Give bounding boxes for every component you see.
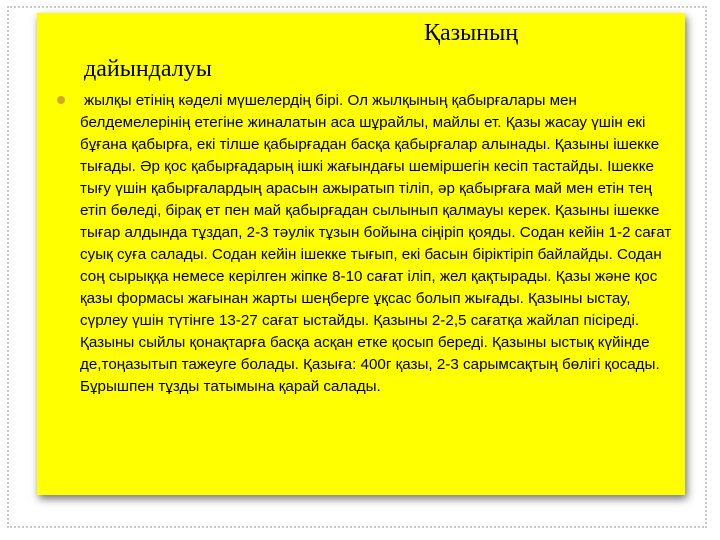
slide-body-text: жылқы етінің кәделі мүшелердің бірі. Ол жылқының қабырғалары мен белдемелерінің етегіне жиналатын аса шұрайлы, майлы ет. Қазы жасау үшін екі бұғана қабырға, екі тілше қабырғадан басқа қабырғалар алынады. Қазыны ішекке тығады. Әр қос қабырғадарың ішкі жағындағы шеміршегін кесіп тастайды. Ішекке тығу үшін қабырғалардың арасын ажыратып тіліп, әр қабырғаға май мен етін тең етіп бөледі, бірақ ет пен май қабырғадан сылынып қалмауы керек. Қазыны ішекке тығар алдында тұздап, 2-3 тәулік тұзын бойына сіңіріп қояды. Содан кейін 1-2 сағат суық суға салады. Содан кейін ішекке тығып, екі басын біріктіріп байлайды. Содан соң сырыққа немесе керілген жіпке 8-10 сағат іліп, жел қақтырады. Қазы және қос қазы формасы жағынан жарты шеңберге ұқсас болып жығады. Қазыны ыстау, сүрлеу үшін түтінге 13-27 сағат ыстайды. Қазыны 2-2,5 сағатқа жайлап пісіреді. Қазыны сыйлы қонақтарға басқа асқан етке қосып береді. Қазыны ыстық күйінде де,тоңазытып тажеуге болады. Қазыға: 400г қазы, 2-3 сарымсақтың бөлігі қосады. Бұрышпен тұзды татымына қарай салады. <box>80 92 672 395</box>
slide-title-line-1: Қазының <box>424 20 519 46</box>
slide-title-line-2: дайындалуы <box>84 56 212 82</box>
bullet-icon <box>57 96 65 104</box>
